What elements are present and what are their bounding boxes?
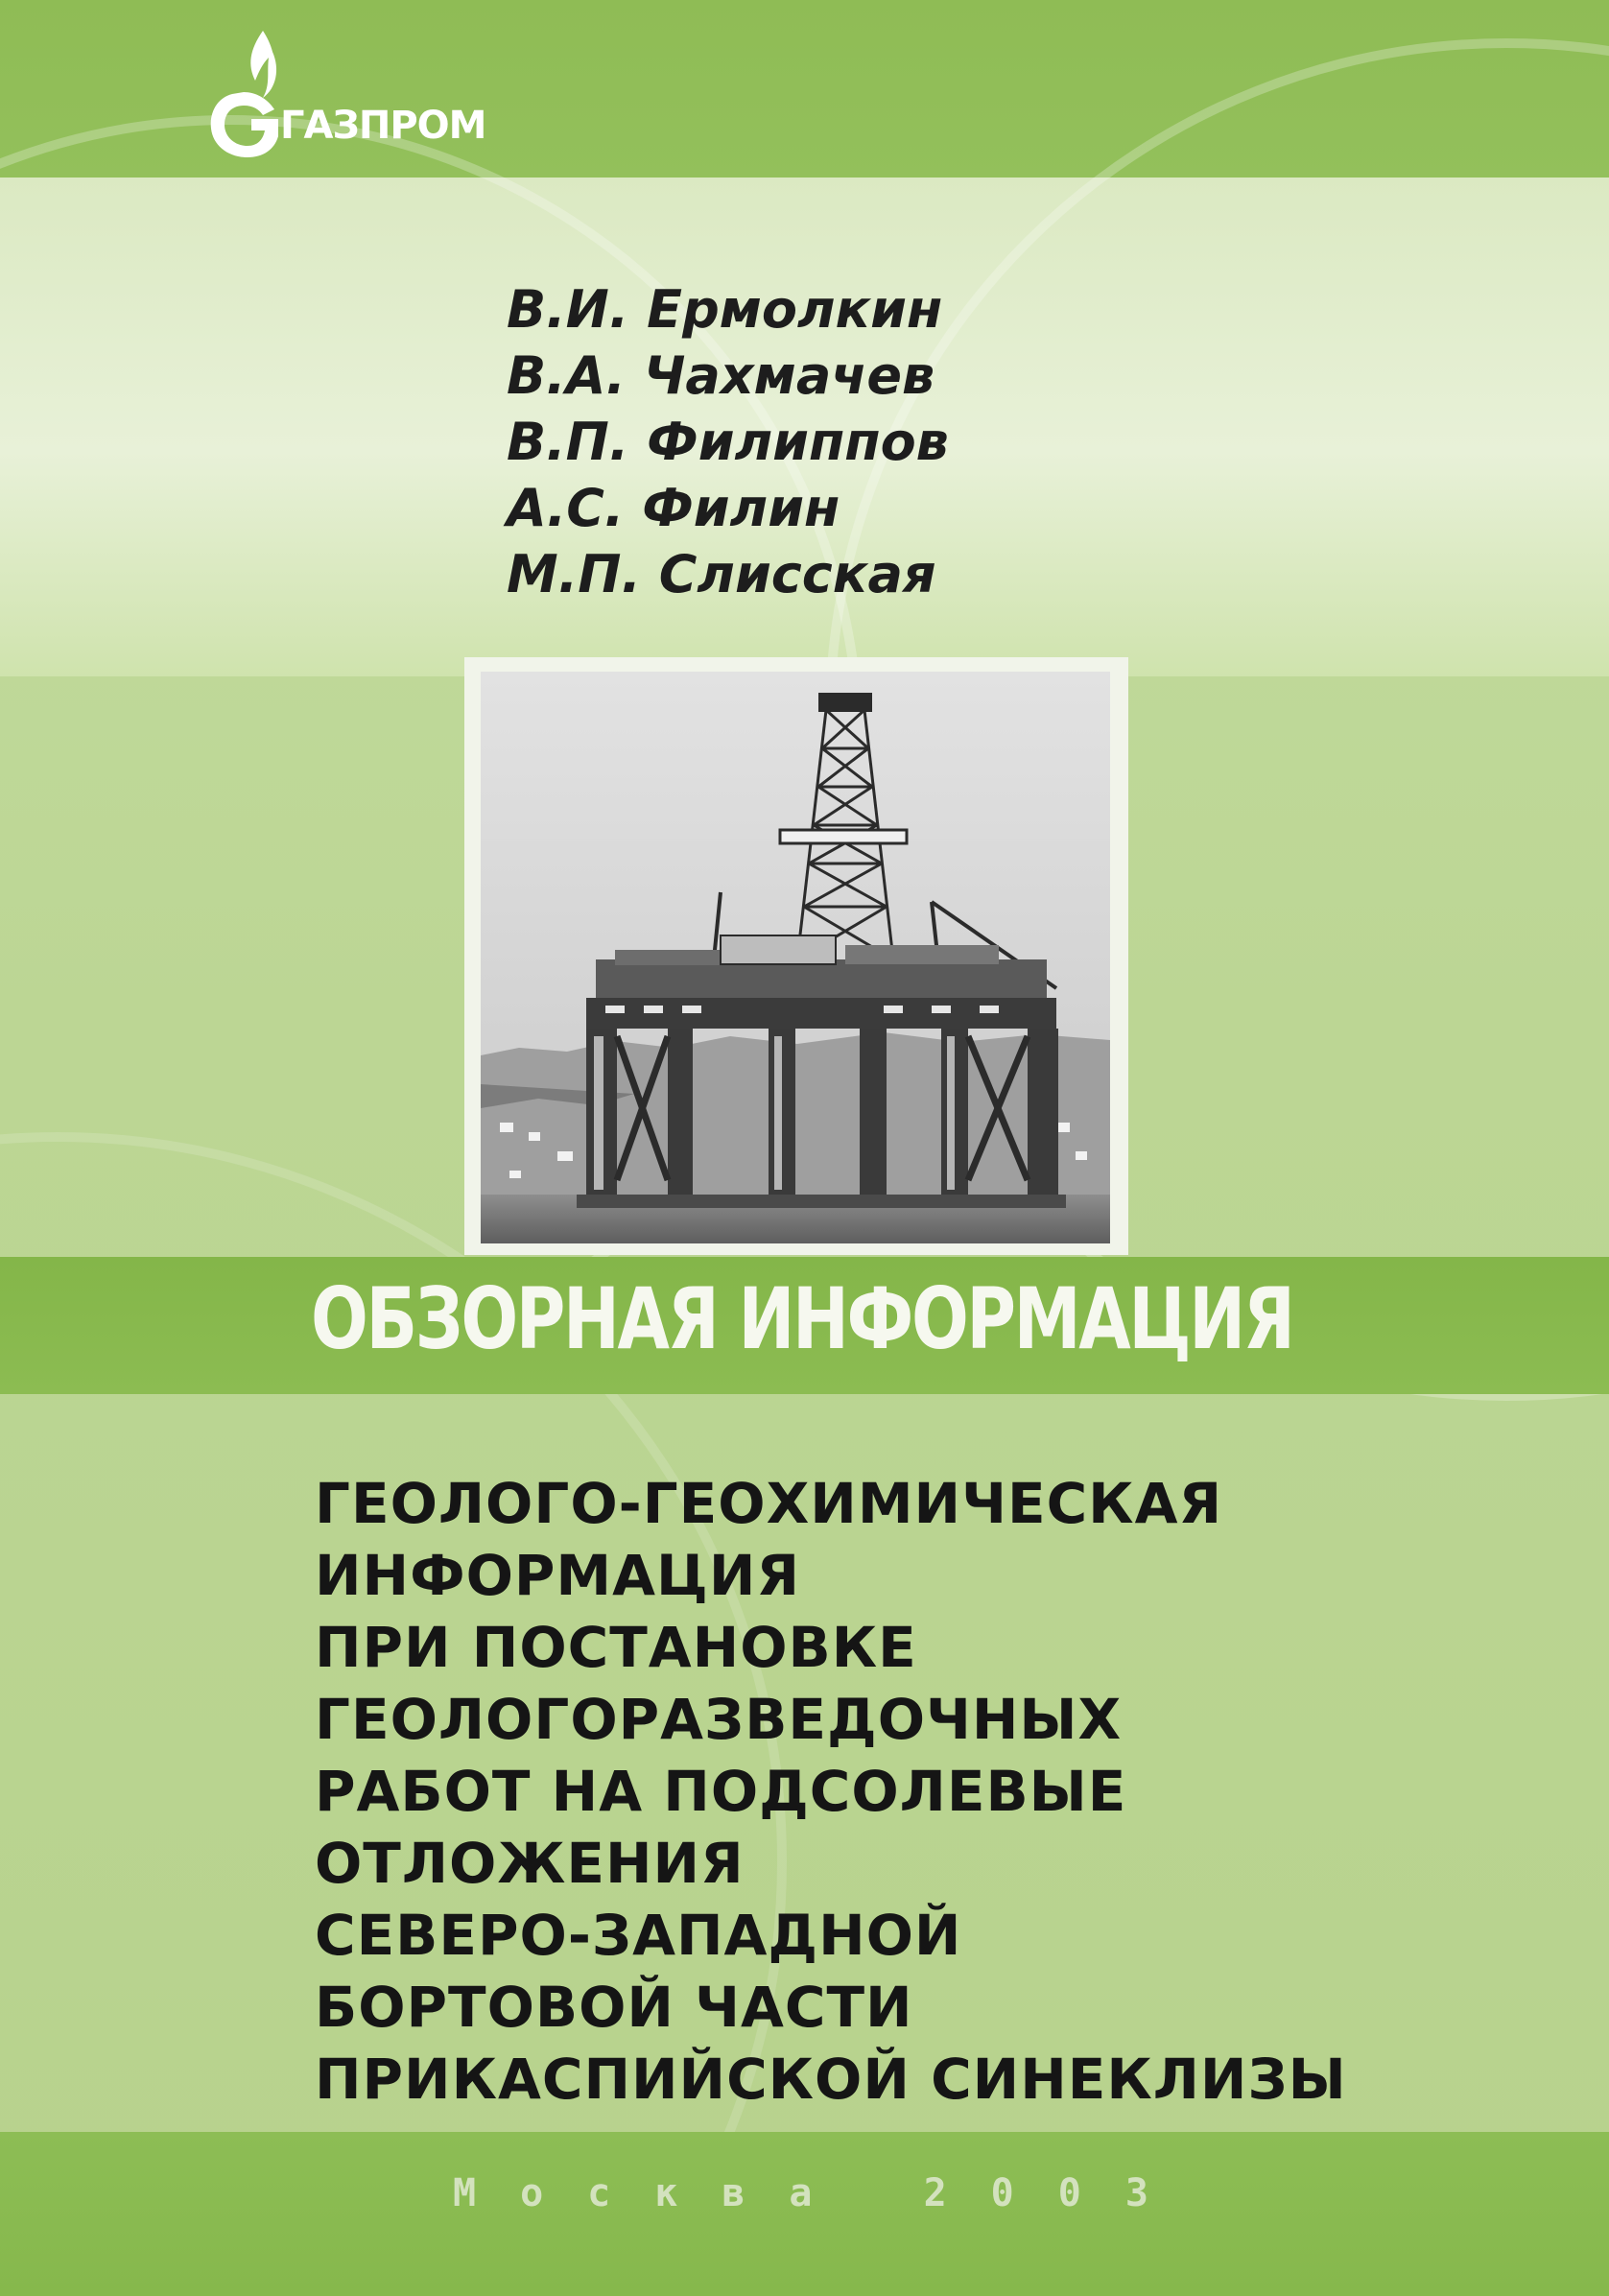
title-line: ГЕОЛОГО-ГЕОХИМИЧЕСКАЯ [315, 1471, 1223, 1536]
book-title [315, 1468, 1347, 2116]
title-line: БОРТОВОЙ ЧАСТИ [315, 1975, 913, 2040]
title-line: ПРИ ПОСТАНОВКЕ [315, 1615, 917, 1680]
gazprom-logo-text: ГАЗПРОМ [280, 104, 486, 148]
offshore-drilling-rig-icon [481, 672, 1110, 1243]
author-name: А.С. Филин [507, 478, 840, 538]
author-name: М.П. Слисская [507, 544, 936, 604]
title-line: ПРИКАСПИЙСКОЙ СИНЕКЛИЗЫ [315, 2047, 1347, 2112]
series-title: ОБЗОРНАЯ ИНФОРМАЦИЯ [311, 1269, 1293, 1368]
author-name: В.П. Филиппов [507, 412, 949, 472]
title-line: ОТЛОЖЕНИЯ [315, 1831, 745, 1896]
cover-photo [481, 672, 1110, 1243]
title-line: РАБОТ НА ПОДСОЛЕВЫЕ [315, 1759, 1127, 1824]
author-name: В.И. Ермолкин [507, 279, 943, 340]
author-name: В.А. Чахмачев [507, 345, 935, 406]
imprint-city-year: Москва 2003 [453, 2171, 1193, 2215]
title-line: СЕВЕРО-ЗАПАДНОЙ [315, 1903, 962, 1968]
title-line: ГЕОЛОГОРАЗВЕДОЧНЫХ [315, 1687, 1123, 1752]
title-line: ИНФОРМАЦИЯ [315, 1543, 801, 1608]
authors-list [507, 276, 949, 607]
